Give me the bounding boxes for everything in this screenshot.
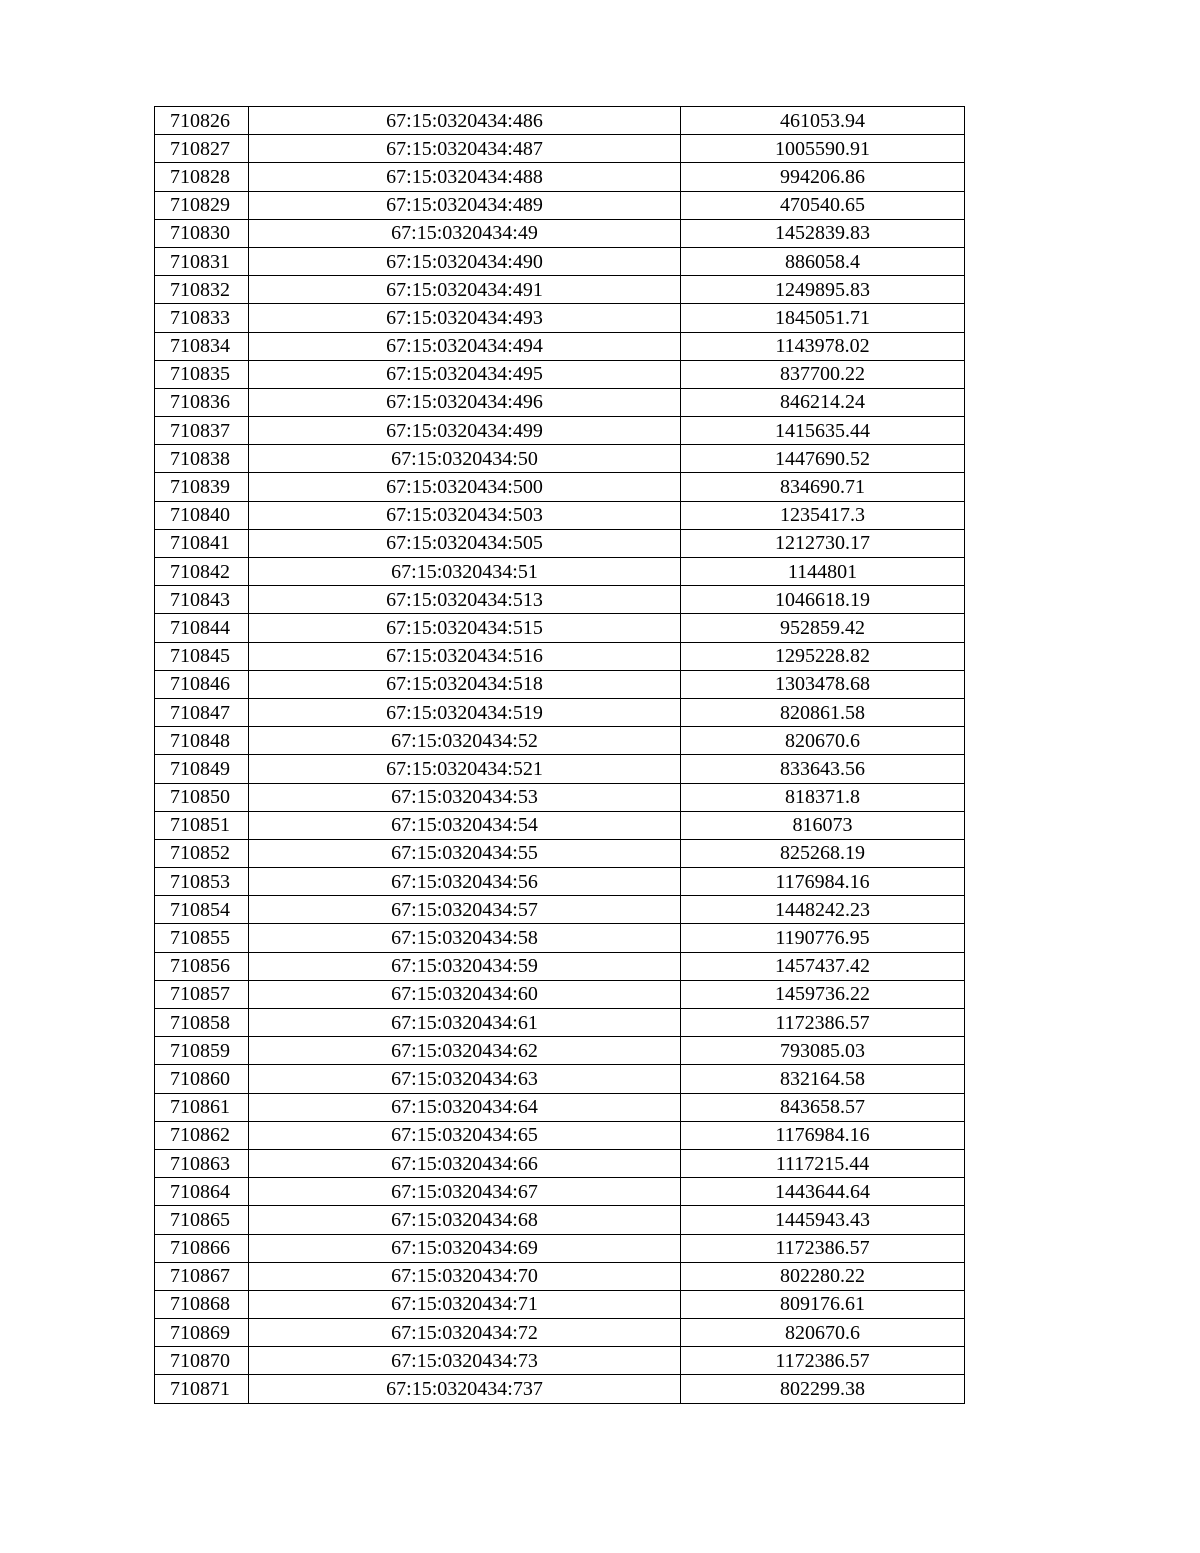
cadastral-value-cell: 1144801 [681,558,965,586]
cadastral-number-cell: 67:15:0320434:69 [249,1234,681,1262]
cadastral-number-cell: 67:15:0320434:494 [249,332,681,360]
table-row [155,1093,965,1121]
cadastral-value-cell: 820861.58 [681,698,965,726]
cadastral-value-cell: 1176984.16 [681,868,965,896]
cadastral-number-cell: 67:15:0320434:60 [249,980,681,1008]
cadastral-value-cell: 1190776.95 [681,924,965,952]
table-row [155,360,965,388]
row-number-cell: 710862 [155,1121,249,1149]
cadastral-value-cell: 809176.61 [681,1290,965,1318]
row-number-cell: 710866 [155,1234,249,1262]
row-number-cell: 710841 [155,529,249,557]
row-number-cell: 710852 [155,839,249,867]
cadastral-value-cell: 846214.24 [681,388,965,416]
cadastral-value-cell: 1459736.22 [681,980,965,1008]
row-number-cell: 710845 [155,642,249,670]
row-number-cell: 710846 [155,670,249,698]
row-number-cell: 710831 [155,247,249,275]
table-row [155,191,965,219]
table-row [155,924,965,952]
table-row [155,107,965,135]
cadastral-number-cell: 67:15:0320434:54 [249,811,681,839]
cadastral-value-cell: 1117215.44 [681,1149,965,1177]
cadastral-number-cell: 67:15:0320434:516 [249,642,681,670]
row-number-cell: 710833 [155,304,249,332]
table-row [155,1065,965,1093]
cadastral-value-cell: 1005590.91 [681,135,965,163]
row-number-cell: 710839 [155,473,249,501]
cadastral-number-cell: 67:15:0320434:72 [249,1319,681,1347]
cadastral-number-cell: 67:15:0320434:70 [249,1262,681,1290]
cadastral-value-cell: 843658.57 [681,1093,965,1121]
cadastral-value-cell: 1143978.02 [681,332,965,360]
cadastral-value-cell: 818371.8 [681,783,965,811]
table-row [155,642,965,670]
row-number-cell: 710850 [155,783,249,811]
row-number-cell: 710829 [155,191,249,219]
row-number-cell: 710859 [155,1037,249,1065]
cadastral-value-cell: 1176984.16 [681,1121,965,1149]
cadastral-number-cell: 67:15:0320434:66 [249,1149,681,1177]
table-row [155,811,965,839]
cadastral-number-cell: 67:15:0320434:65 [249,1121,681,1149]
cadastral-value-cell: 837700.22 [681,360,965,388]
cadastral-number-cell: 67:15:0320434:737 [249,1375,681,1403]
cadastral-value-cell: 833643.56 [681,755,965,783]
row-number-cell: 710842 [155,558,249,586]
table-row [155,135,965,163]
cadastral-value-cell: 470540.65 [681,191,965,219]
row-number-cell: 710869 [155,1319,249,1347]
row-number-cell: 710830 [155,219,249,247]
row-number-cell: 710847 [155,698,249,726]
table-row [155,1178,965,1206]
cadastral-value-cell: 832164.58 [681,1065,965,1093]
table-row [155,388,965,416]
table-row [155,247,965,275]
row-number-cell: 710828 [155,163,249,191]
cadastral-value-cell: 1457437.42 [681,952,965,980]
cadastral-value-cell: 1303478.68 [681,670,965,698]
row-number-cell: 710837 [155,417,249,445]
cadastral-value-cell: 1448242.23 [681,896,965,924]
cadastral-number-cell: 67:15:0320434:64 [249,1093,681,1121]
table-row [155,614,965,642]
cadastral-value-cell: 1172386.57 [681,1234,965,1262]
cadastral-number-cell: 67:15:0320434:519 [249,698,681,726]
cadastral-number-cell: 67:15:0320434:51 [249,558,681,586]
row-number-cell: 710867 [155,1262,249,1290]
row-number-cell: 710836 [155,388,249,416]
cadastral-number-cell: 67:15:0320434:496 [249,388,681,416]
cadastral-value-cell: 994206.86 [681,163,965,191]
table-row [155,501,965,529]
row-number-cell: 710844 [155,614,249,642]
cadastral-value-cell: 1212730.17 [681,529,965,557]
cadastral-number-cell: 67:15:0320434:521 [249,755,681,783]
cadastral-value-cell: 825268.19 [681,839,965,867]
cadastral-value-table [154,106,965,1404]
cadastral-number-cell: 67:15:0320434:67 [249,1178,681,1206]
cadastral-number-cell: 67:15:0320434:73 [249,1347,681,1375]
cadastral-number-cell: 67:15:0320434:58 [249,924,681,952]
row-number-cell: 710865 [155,1206,249,1234]
cadastral-number-cell: 67:15:0320434:62 [249,1037,681,1065]
cadastral-number-cell: 67:15:0320434:515 [249,614,681,642]
cadastral-number-cell: 67:15:0320434:505 [249,529,681,557]
table-row [155,332,965,360]
cadastral-value-cell: 1295228.82 [681,642,965,670]
cadastral-number-cell: 67:15:0320434:63 [249,1065,681,1093]
row-number-cell: 710860 [155,1065,249,1093]
table-row [155,1149,965,1177]
table-row [155,163,965,191]
table-row [155,727,965,755]
cadastral-number-cell: 67:15:0320434:503 [249,501,681,529]
row-number-cell: 710855 [155,924,249,952]
row-number-cell: 710832 [155,276,249,304]
cadastral-value-cell: 820670.6 [681,727,965,755]
row-number-cell: 710871 [155,1375,249,1403]
row-number-cell: 710858 [155,1009,249,1037]
table-row [155,276,965,304]
row-number-cell: 710856 [155,952,249,980]
row-number-cell: 710840 [155,501,249,529]
cadastral-number-cell: 67:15:0320434:487 [249,135,681,163]
table-row [155,473,965,501]
table-row [155,952,965,980]
cadastral-number-cell: 67:15:0320434:490 [249,247,681,275]
row-number-cell: 710853 [155,868,249,896]
table-row [155,445,965,473]
row-number-cell: 710863 [155,1149,249,1177]
cadastral-number-cell: 67:15:0320434:55 [249,839,681,867]
row-number-cell: 710834 [155,332,249,360]
cadastral-value-cell: 834690.71 [681,473,965,501]
cadastral-value-cell: 952859.42 [681,614,965,642]
table-row [155,980,965,1008]
cadastral-number-cell: 67:15:0320434:52 [249,727,681,755]
table-row [155,1319,965,1347]
cadastral-value-cell: 793085.03 [681,1037,965,1065]
cadastral-value-cell: 802299.38 [681,1375,965,1403]
cadastral-number-cell: 67:15:0320434:495 [249,360,681,388]
row-number-cell: 710868 [155,1290,249,1318]
cadastral-number-cell: 67:15:0320434:53 [249,783,681,811]
cadastral-value-cell: 886058.4 [681,247,965,275]
cadastral-number-cell: 67:15:0320434:68 [249,1206,681,1234]
cadastral-number-cell: 67:15:0320434:489 [249,191,681,219]
row-number-cell: 710838 [155,445,249,473]
cadastral-value-cell: 1249895.83 [681,276,965,304]
cadastral-value-cell: 1235417.3 [681,501,965,529]
row-number-cell: 710849 [155,755,249,783]
cadastral-number-cell: 67:15:0320434:513 [249,586,681,614]
row-number-cell: 710826 [155,107,249,135]
cadastral-value-cell: 1443644.64 [681,1178,965,1206]
row-number-cell: 710835 [155,360,249,388]
table-row [155,1037,965,1065]
row-number-cell: 710843 [155,586,249,614]
table-row [155,755,965,783]
cadastral-number-cell: 67:15:0320434:61 [249,1009,681,1037]
cadastral-number-cell: 67:15:0320434:486 [249,107,681,135]
cadastral-value-cell: 1172386.57 [681,1009,965,1037]
cadastral-number-cell: 67:15:0320434:57 [249,896,681,924]
cadastral-value-cell: 1447690.52 [681,445,965,473]
table-row [155,219,965,247]
cadastral-value-cell: 1046618.19 [681,586,965,614]
row-number-cell: 710848 [155,727,249,755]
row-number-cell: 710827 [155,135,249,163]
cadastral-number-cell: 67:15:0320434:499 [249,417,681,445]
cadastral-value-cell: 820670.6 [681,1319,965,1347]
table-row [155,1206,965,1234]
cadastral-number-cell: 67:15:0320434:56 [249,868,681,896]
table-row [155,586,965,614]
cadastral-value-cell: 1445943.43 [681,1206,965,1234]
table-body [155,107,965,1404]
table-row [155,1375,965,1403]
table-row [155,1009,965,1037]
table-row [155,1262,965,1290]
cadastral-number-cell: 67:15:0320434:518 [249,670,681,698]
cadastral-number-cell: 67:15:0320434:49 [249,219,681,247]
cadastral-number-cell: 67:15:0320434:500 [249,473,681,501]
cadastral-number-cell: 67:15:0320434:493 [249,304,681,332]
table-row [155,868,965,896]
cadastral-value-cell: 1845051.71 [681,304,965,332]
cadastral-number-cell: 67:15:0320434:491 [249,276,681,304]
table-row [155,558,965,586]
cadastral-value-cell: 1452839.83 [681,219,965,247]
row-number-cell: 710857 [155,980,249,1008]
cadastral-value-cell: 1415635.44 [681,417,965,445]
row-number-cell: 710861 [155,1093,249,1121]
cadastral-number-cell: 67:15:0320434:71 [249,1290,681,1318]
table-row [155,783,965,811]
cadastral-number-cell: 67:15:0320434:59 [249,952,681,980]
row-number-cell: 710870 [155,1347,249,1375]
table-row [155,417,965,445]
cadastral-number-cell: 67:15:0320434:50 [249,445,681,473]
table-row [155,1121,965,1149]
table-row [155,698,965,726]
table-row [155,670,965,698]
table-row [155,839,965,867]
table-row [155,304,965,332]
cadastral-value-cell: 461053.94 [681,107,965,135]
row-number-cell: 710864 [155,1178,249,1206]
cadastral-number-cell: 67:15:0320434:488 [249,163,681,191]
cadastral-value-cell: 1172386.57 [681,1347,965,1375]
table-row [155,529,965,557]
cadastral-value-cell: 816073 [681,811,965,839]
table-row [155,896,965,924]
row-number-cell: 710851 [155,811,249,839]
table-row [155,1347,965,1375]
row-number-cell: 710854 [155,896,249,924]
cadastral-value-cell: 802280.22 [681,1262,965,1290]
table-row [155,1290,965,1318]
table-row [155,1234,965,1262]
